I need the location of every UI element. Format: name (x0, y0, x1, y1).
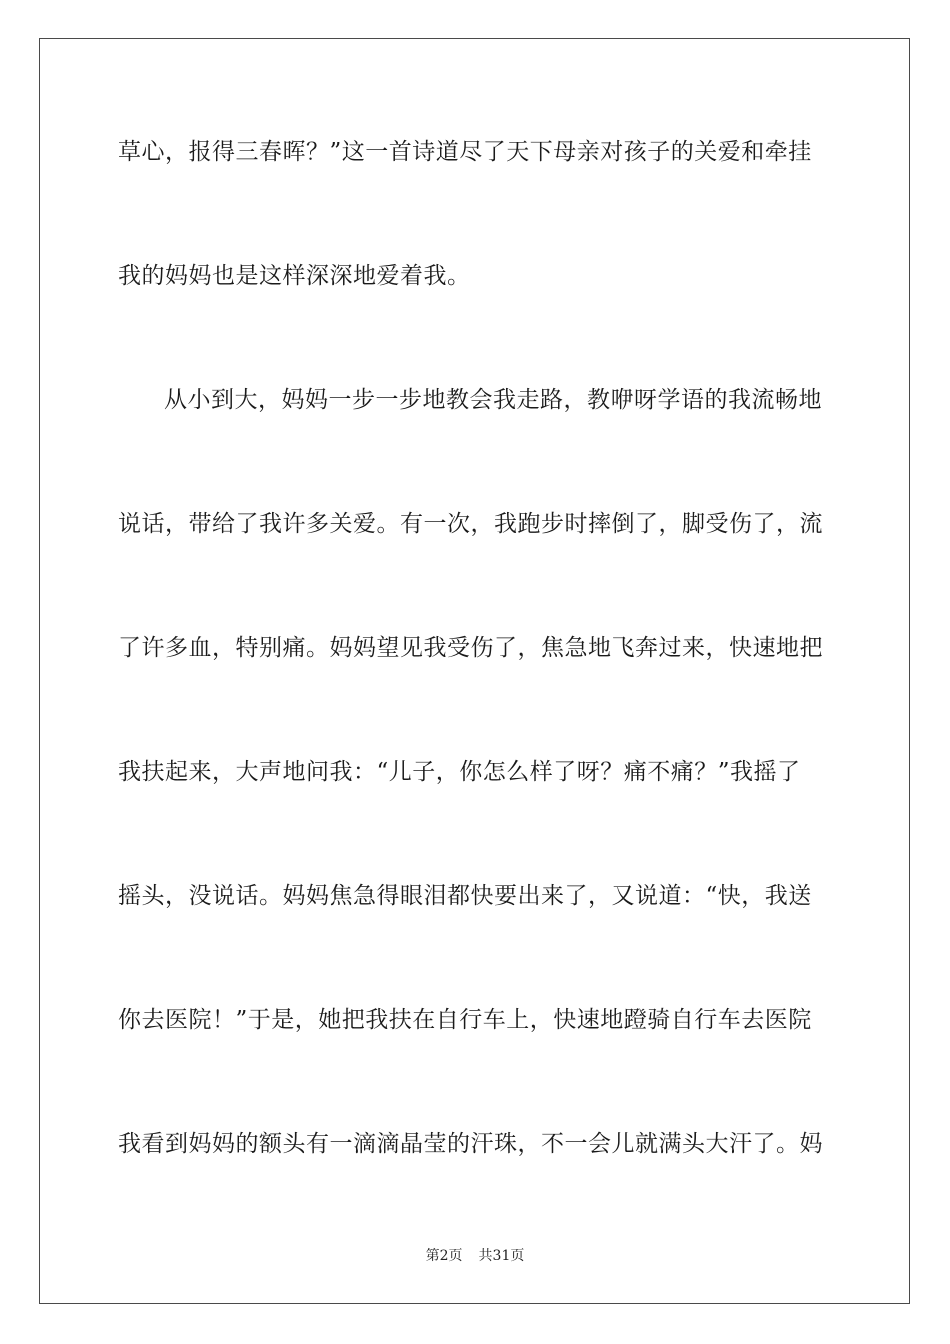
paragraph-line-indented: 从小到大，妈妈一步一步地教会我走路，教咿呀学语的我流畅地 (164, 387, 822, 413)
paragraph-line: 我扶起来，大声地问我：“儿子，你怎么样了呀？痛不痛？”我摇了 (118, 759, 801, 785)
paragraph-line: 说话，带给了我许多关爱。有一次，我跑步时摔倒了，脚受伤了，流 (118, 511, 823, 537)
paragraph-line: 我看到妈妈的额头有一滴滴晶莹的汗珠，不一会儿就满头大汗了。妈 (118, 1131, 823, 1157)
paragraph-line: 草心，报得三春晖？”这一首诗道尽了天下母亲对孩子的关爱和牵挂 (118, 139, 812, 165)
paragraph-line: 摇头，没说话。妈妈焦急得眼泪都快要出来了，又说道：“快，我送 (118, 883, 812, 909)
page-footer (0, 1247, 950, 1265)
paragraph-line: 你去医院！”于是，她把我扶在自行车上，快速地蹬骑自行车去医院 (118, 1007, 812, 1033)
paragraph-line: 我的妈妈也是这样深深地爱着我。 (118, 263, 471, 289)
page-frame (39, 38, 910, 1304)
page-number: 第2页 (425, 1248, 463, 1264)
paragraph-line: 了许多血，特别痛。妈妈望见我受伤了，焦急地飞奔过来，快速地把 (118, 635, 823, 661)
page-total: 共31页 (478, 1248, 525, 1264)
